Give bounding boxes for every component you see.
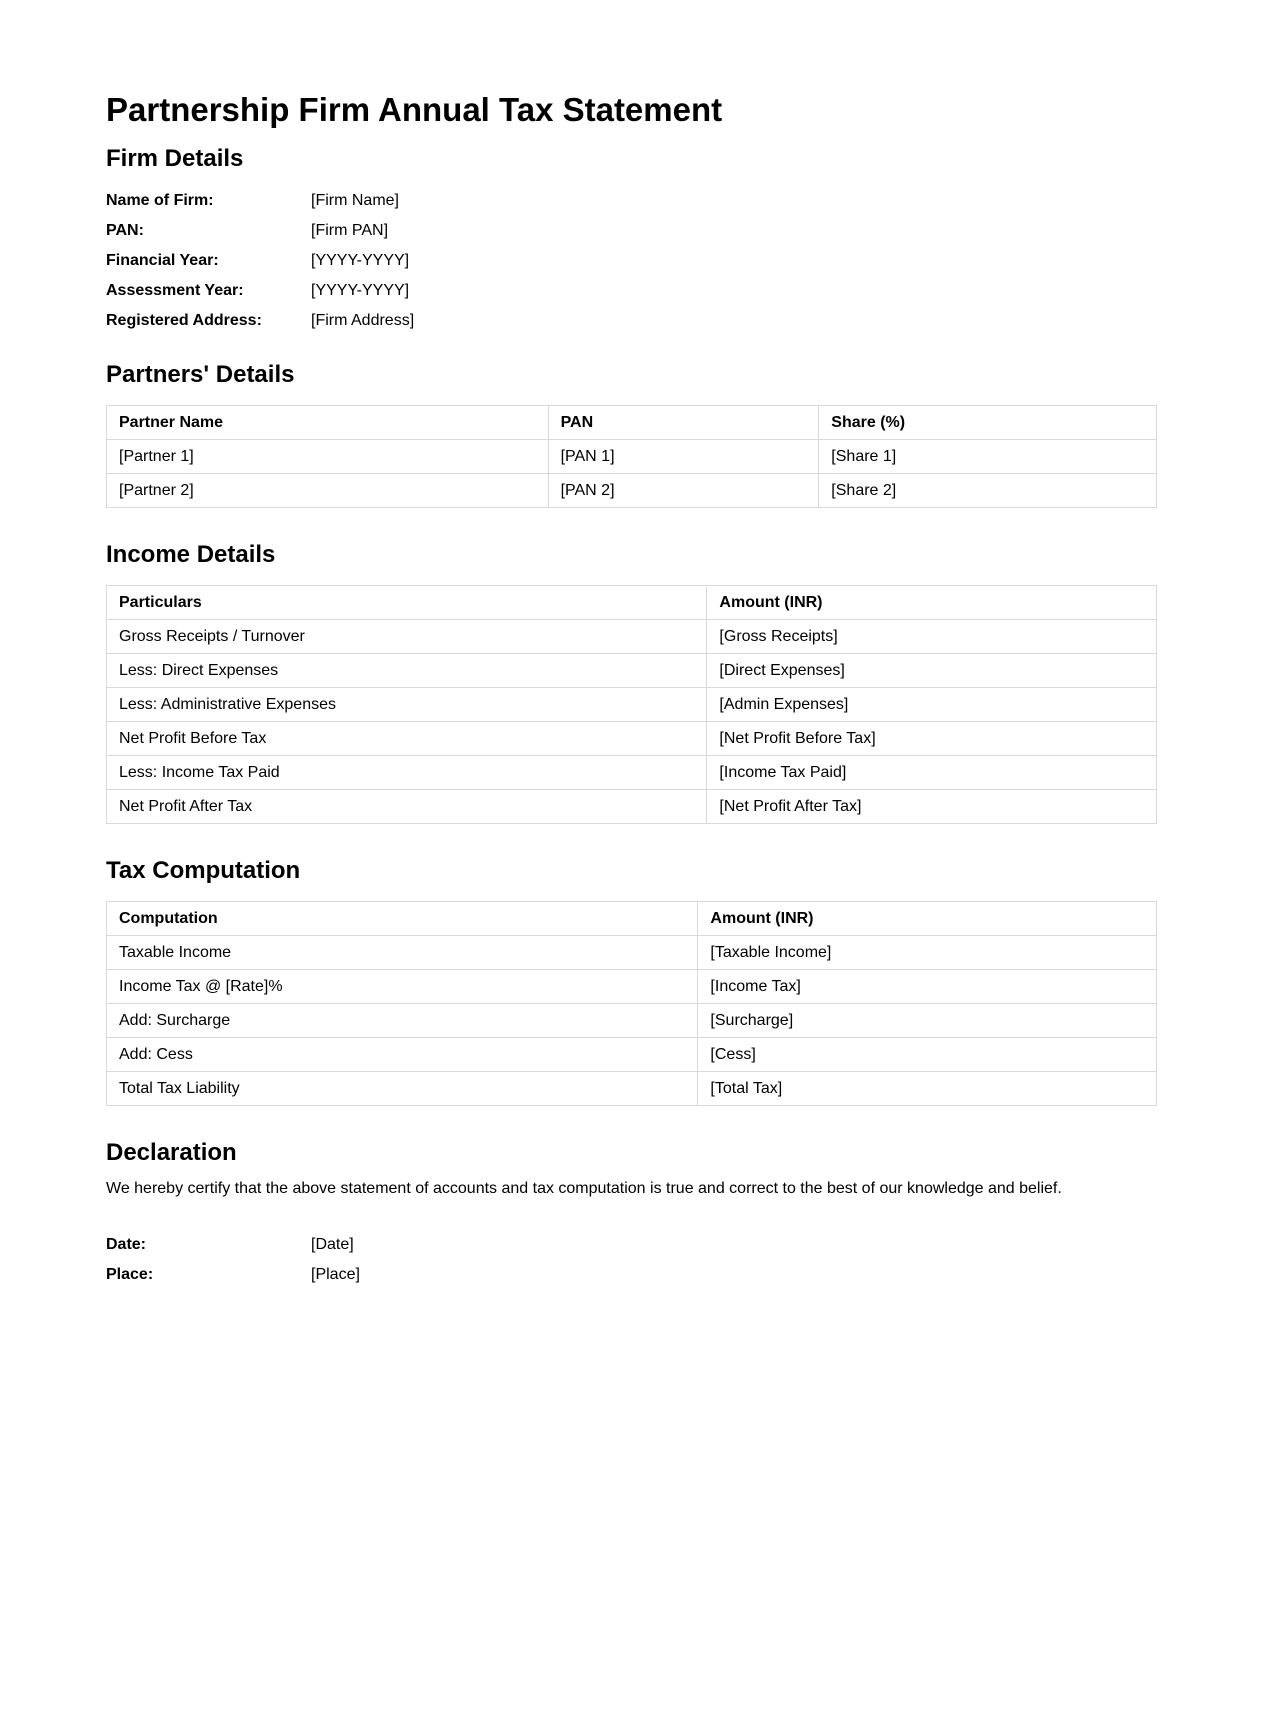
date-label: Date:	[106, 1236, 147, 1253]
firm-detail-value: [Firm Name]	[311, 192, 399, 209]
firm-detail-label: PAN:	[106, 222, 144, 239]
table-cell: Taxable Income	[107, 936, 698, 970]
table-row	[107, 722, 1157, 756]
firm-detail-row	[106, 276, 1157, 306]
table-cell: [Net Profit Before Tax]	[707, 722, 1157, 756]
table-cell: [Partner 1]	[107, 440, 549, 474]
declaration-text: We hereby certify that the above statement of accounts and tax computation is true and correct to the best of our knowledge and belief.	[106, 1180, 1062, 1197]
table-cell: [Surcharge]	[698, 1004, 1157, 1038]
table-cell: [PAN 1]	[548, 440, 819, 474]
table-cell: [Gross Receipts]	[707, 620, 1157, 654]
firm-detail-value: [YYYY-YYYY]	[311, 282, 410, 299]
table-cell: Less: Income Tax Paid	[107, 756, 707, 790]
table-row	[107, 756, 1157, 790]
signature-row	[106, 1260, 1157, 1290]
partners-table	[106, 405, 1157, 508]
table-cell: Net Profit After Tax	[107, 790, 707, 824]
table-cell: Add: Cess	[107, 1038, 698, 1072]
table-cell: [Share 1]	[819, 440, 1157, 474]
firm-detail-row	[106, 186, 1157, 216]
table-header-row	[107, 902, 1157, 936]
partners-heading: Partners' Details	[106, 361, 295, 388]
table-header-row	[107, 406, 1157, 440]
firm-details-list	[106, 186, 1157, 336]
table-cell: Income Tax @ [Rate]%	[107, 970, 698, 1004]
column-header: PAN	[548, 406, 819, 440]
place-label: Place:	[106, 1266, 154, 1283]
table-row	[107, 620, 1157, 654]
income-heading: Income Details	[106, 541, 276, 568]
firm-detail-value: [YYYY-YYYY]	[311, 252, 410, 269]
column-header: Amount (INR)	[707, 586, 1157, 620]
table-cell: Gross Receipts / Turnover	[107, 620, 707, 654]
tax-computation-table	[106, 901, 1157, 1106]
firm-detail-value: [Firm PAN]	[311, 222, 389, 239]
firm-detail-row	[106, 306, 1157, 336]
firm-detail-label: Name of Firm:	[106, 192, 214, 209]
table-row	[107, 440, 1157, 474]
firm-detail-row	[106, 246, 1157, 276]
table-header-row	[107, 586, 1157, 620]
table-cell: [Income Tax Paid]	[707, 756, 1157, 790]
firm-detail-label: Assessment Year:	[106, 282, 244, 299]
firm-details-heading: Firm Details	[106, 145, 244, 172]
table-row	[107, 654, 1157, 688]
table-cell: Net Profit Before Tax	[107, 722, 707, 756]
column-header: Computation	[107, 902, 698, 936]
table-cell: Less: Administrative Expenses	[107, 688, 707, 722]
table-cell: [PAN 2]	[548, 474, 819, 508]
column-header: Particulars	[107, 586, 707, 620]
table-cell: [Taxable Income]	[698, 936, 1157, 970]
income-table	[106, 585, 1157, 824]
place-value: [Place]	[311, 1266, 360, 1283]
tax-computation-heading: Tax Computation	[106, 857, 301, 884]
table-row	[107, 790, 1157, 824]
table-cell: [Admin Expenses]	[707, 688, 1157, 722]
document-title: Partnership Firm Annual Tax Statement	[106, 91, 723, 128]
table-cell: [Cess]	[698, 1038, 1157, 1072]
table-cell: [Income Tax]	[698, 970, 1157, 1004]
declaration-heading: Declaration	[106, 1139, 237, 1166]
table-row	[107, 688, 1157, 722]
table-row	[107, 474, 1157, 508]
table-row	[107, 970, 1157, 1004]
firm-detail-label: Financial Year:	[106, 252, 219, 269]
table-cell: Total Tax Liability	[107, 1072, 698, 1106]
table-cell: [Total Tax]	[698, 1072, 1157, 1106]
table-cell: Less: Direct Expenses	[107, 654, 707, 688]
firm-detail-row	[106, 216, 1157, 246]
firm-detail-label: Registered Address:	[106, 312, 262, 329]
signature-details	[106, 1230, 1157, 1290]
table-cell: Add: Surcharge	[107, 1004, 698, 1038]
table-cell: [Net Profit After Tax]	[707, 790, 1157, 824]
table-row	[107, 1004, 1157, 1038]
column-header: Partner Name	[107, 406, 549, 440]
table-cell: [Share 2]	[819, 474, 1157, 508]
table-cell: [Direct Expenses]	[707, 654, 1157, 688]
table-cell: [Partner 2]	[107, 474, 549, 508]
date-value: [Date]	[311, 1236, 354, 1253]
table-row	[107, 1072, 1157, 1106]
column-header: Share (%)	[819, 406, 1157, 440]
column-header: Amount (INR)	[698, 902, 1157, 936]
table-row	[107, 936, 1157, 970]
firm-detail-value: [Firm Address]	[311, 312, 415, 329]
signature-row	[106, 1230, 1157, 1260]
table-row	[107, 1038, 1157, 1072]
